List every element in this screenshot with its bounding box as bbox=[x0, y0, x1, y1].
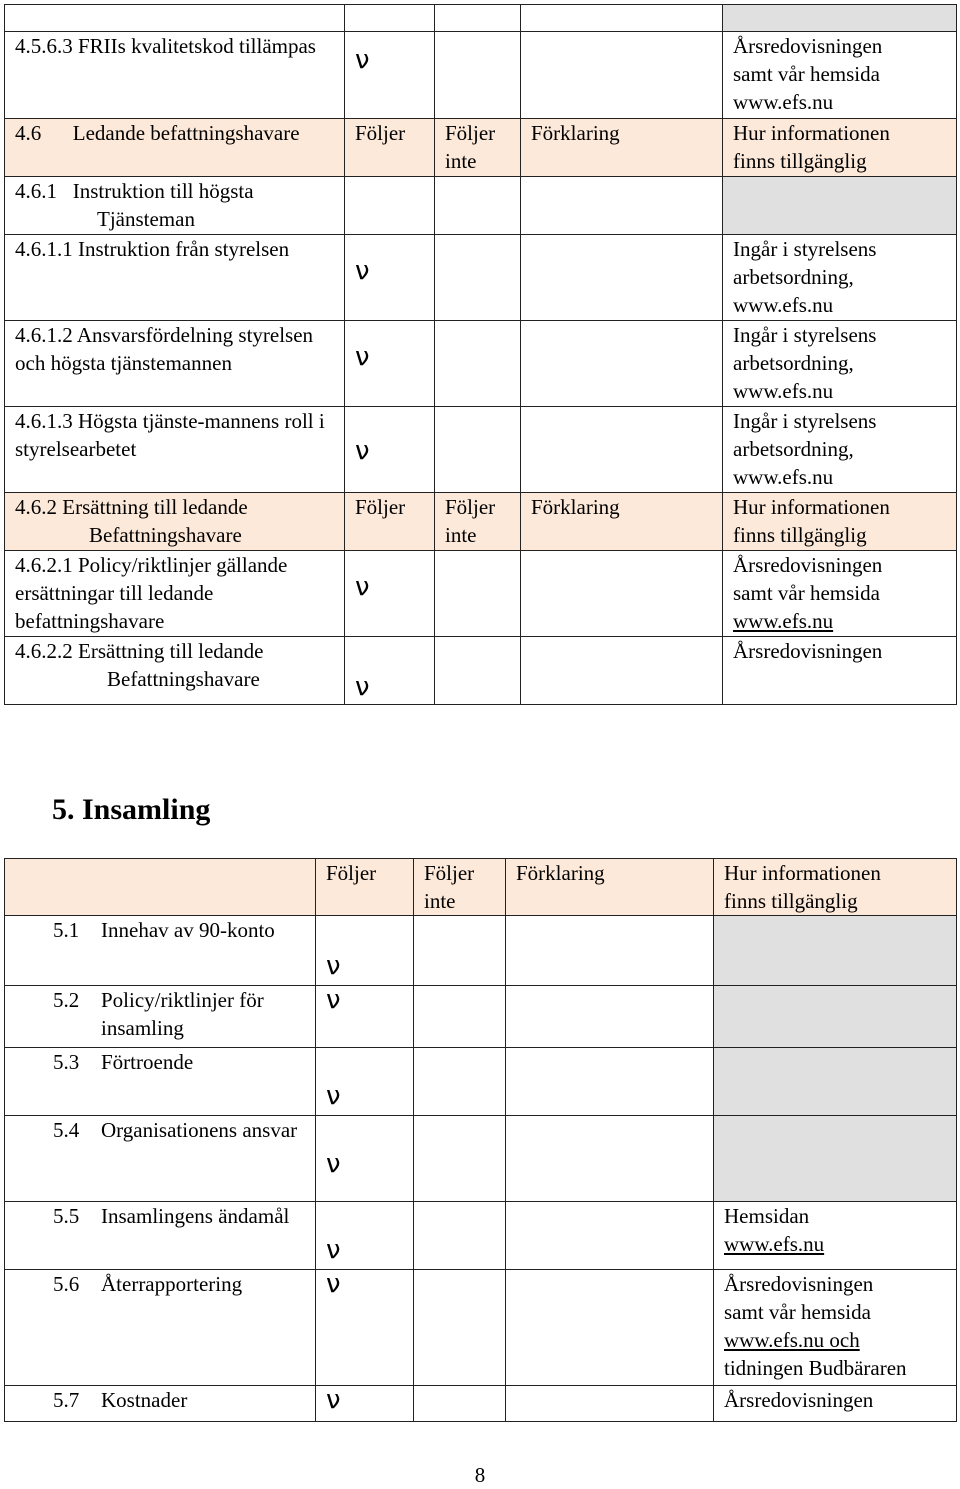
header-explanation: Förklaring bbox=[521, 493, 723, 551]
header-follows: Följer bbox=[345, 119, 435, 177]
check-mark: ν bbox=[326, 951, 341, 981]
row-label: 5.1 Innehav av 90-konto bbox=[5, 916, 316, 986]
table-row bbox=[5, 1116, 957, 1202]
header-info: Hur informationen finns tillgänglig bbox=[723, 119, 957, 177]
follows-cell bbox=[345, 407, 435, 493]
section-heading: 5. Insamling bbox=[52, 793, 211, 826]
table-row bbox=[5, 407, 957, 493]
follows-cell bbox=[316, 986, 414, 1048]
row-label: 4.6.2.2 Ersättning till ledande Befattningshavare bbox=[5, 637, 345, 705]
table-header-row bbox=[5, 859, 957, 916]
efs-link[interactable]: www.efs.nu och bbox=[724, 1328, 860, 1352]
info-cell: Årsredovisningen samt vår hemsida www.efs.nu bbox=[723, 32, 957, 119]
table-row bbox=[5, 551, 957, 637]
header-follows: Följer bbox=[316, 859, 414, 916]
header-explanation: Förklaring bbox=[521, 119, 723, 177]
info-cell: Årsredovisningen bbox=[714, 1386, 957, 1422]
table-header-row bbox=[5, 493, 957, 551]
table-row bbox=[5, 1048, 957, 1116]
row-label: 4.6 Ledande befattningshavare bbox=[5, 119, 345, 177]
info-cell: Årsredovisningen samt vår hemsida www.efs.nu bbox=[723, 551, 957, 637]
row-label: 5.7 Kostnader bbox=[5, 1386, 316, 1422]
row-label: 4.6.1.1 Instruktion från styrelsen bbox=[5, 235, 345, 321]
check-mark: ν bbox=[355, 342, 370, 372]
governance-table bbox=[4, 4, 957, 705]
follows-cell bbox=[345, 637, 435, 705]
row-label: 4.6.2.1 Policy/riktlinjer gällande ersättningar till ledande befattningshavare bbox=[5, 551, 345, 637]
table-row bbox=[5, 177, 957, 235]
follows-cell bbox=[316, 1116, 414, 1202]
collection-table bbox=[4, 858, 957, 1422]
row-label: 4.6.1.2 Ansvarsfördelning styrelsen och högsta tjänstemannen bbox=[5, 321, 345, 407]
table-row bbox=[5, 32, 957, 119]
info-cell: Hemsidan www.efs.nu bbox=[714, 1202, 957, 1270]
follows-cell bbox=[345, 551, 435, 637]
row-label: 4.6.1.3 Högsta tjänste-mannens roll i styrelsearbetet bbox=[5, 407, 345, 493]
table-row-spacer bbox=[5, 5, 957, 32]
check-mark: ν bbox=[355, 436, 370, 466]
check-mark: ν bbox=[326, 1269, 341, 1299]
follows-cell bbox=[316, 916, 414, 986]
follows-cell bbox=[316, 1202, 414, 1270]
efs-link[interactable]: www.efs.nu bbox=[724, 1232, 825, 1256]
header-not-follows: Följer inte bbox=[414, 859, 506, 916]
info-cell: Ingår i styrelsens arbetsordning, www.efs.nu bbox=[723, 321, 957, 407]
follows-cell bbox=[316, 1270, 414, 1386]
check-mark: ν bbox=[355, 45, 370, 75]
follows-cell bbox=[316, 1048, 414, 1116]
row-label: 5.6 Återrapportering bbox=[5, 1270, 316, 1386]
row-label: 5.3 Förtroende bbox=[5, 1048, 316, 1116]
check-mark: ν bbox=[326, 1149, 341, 1179]
follows-cell bbox=[316, 1386, 414, 1422]
info-cell: Årsredovisningen samt vår hemsida www.efs.nu och tidningen Budbäraren bbox=[714, 1270, 957, 1386]
row-label: 4.5.6.3 FRIIs kvalitetskod tillämpas bbox=[5, 32, 345, 119]
follows-cell bbox=[345, 321, 435, 407]
check-mark: ν bbox=[326, 985, 341, 1015]
info-cell: Årsredovisningen bbox=[723, 637, 957, 705]
table-row bbox=[5, 637, 957, 705]
table-row bbox=[5, 986, 957, 1048]
row-label: 5.4 Organisationens ansvar bbox=[5, 1116, 316, 1202]
header-info: Hur informationen finns tillgänglig bbox=[714, 859, 957, 916]
table-header-row bbox=[5, 119, 957, 177]
table-row bbox=[5, 1202, 957, 1270]
check-mark: ν bbox=[326, 1081, 341, 1111]
table-row bbox=[5, 916, 957, 986]
follows-cell bbox=[345, 235, 435, 321]
page-number: 8 bbox=[474, 1463, 486, 1487]
table-row bbox=[5, 235, 957, 321]
check-mark: ν bbox=[355, 572, 370, 602]
check-mark: ν bbox=[355, 672, 370, 702]
header-not-follows: Följer inte bbox=[435, 493, 521, 551]
check-mark: ν bbox=[326, 1385, 341, 1415]
header-explanation: Förklaring bbox=[506, 859, 714, 916]
row-label: 5.2 Policy/riktlinjer för insamling bbox=[5, 986, 316, 1048]
header-follows: Följer bbox=[345, 493, 435, 551]
row-label: 5.5 Insamlingens ändamål bbox=[5, 1202, 316, 1270]
table-row bbox=[5, 321, 957, 407]
table-row bbox=[5, 1270, 957, 1386]
row-label: 4.6.1 Instruktion till högsta Tjänsteman bbox=[5, 177, 345, 235]
efs-link[interactable]: www.efs.nu bbox=[733, 609, 834, 633]
table-row bbox=[5, 1386, 957, 1422]
check-mark: ν bbox=[355, 256, 370, 286]
info-cell: Ingår i styrelsens arbetsordning, www.efs.nu bbox=[723, 407, 957, 493]
info-cell: Ingår i styrelsens arbetsordning, www.efs.nu bbox=[723, 235, 957, 321]
row-label: 4.6.2 Ersättning till ledande Befattningshavare bbox=[5, 493, 345, 551]
header-not-follows: Följer inte bbox=[435, 119, 521, 177]
follows-cell bbox=[345, 32, 435, 119]
check-mark: ν bbox=[326, 1235, 341, 1265]
header-info: Hur informationen finns tillgänglig bbox=[723, 493, 957, 551]
